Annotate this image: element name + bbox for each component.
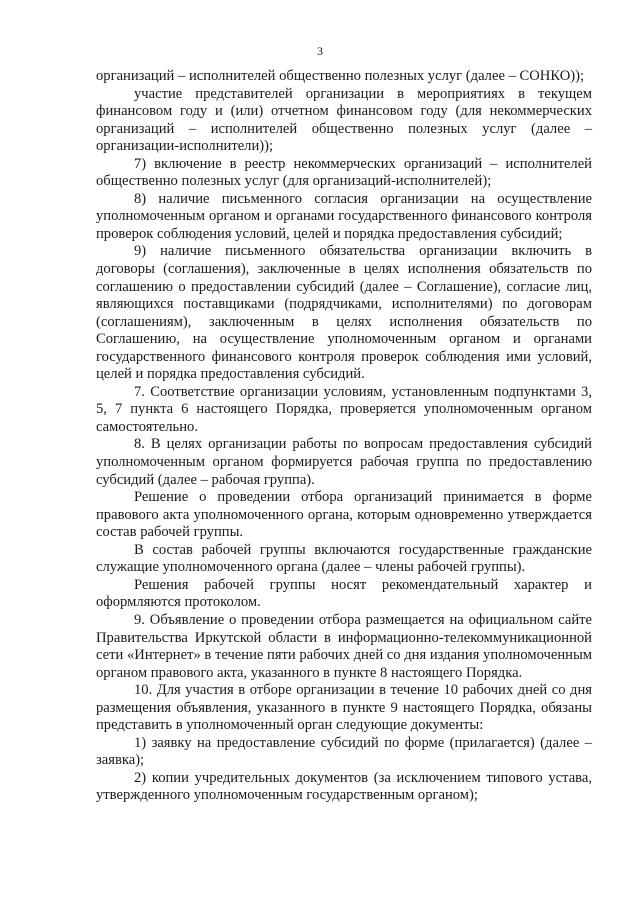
- paragraph-13: 1) заявку на предоставление субсидий по форме (прилагается) (далее – заявка);: [96, 734, 592, 769]
- paragraph-1: организаций – исполнителей общественно полезных услуг (далее – СОНКО));: [96, 68, 585, 84]
- paragraph-7: 8. В целях организации работы по вопросам предоставления субсидий уполномоченным органом формируется рабочая группа по предоставлению субсидий (далее – рабочая группа).: [96, 436, 592, 488]
- paragraph-10: Решения рабочей группы носят рекомендательный характер и оформляются протоколом.: [96, 576, 592, 611]
- paragraph-2: участие представителей организации в мероприятиях в текущем финансовом году и (или) отчетном финансовом году (для некоммерческих организаций – исполнителей общественно полезных услуг (далее – организации-исполнители));: [96, 85, 592, 155]
- paragraph-14: 2) копии учредительных документов (за исключением типового устава, утвержденного уполномоченным государственным органом);: [96, 769, 592, 804]
- paragraph-12: 10. Для участия в отборе организации в течение 10 рабочих дней со дня размещения объявления, указанного в пункте 9 настоящего Порядка, обязаны представить в уполномоченный орган следующие документы:: [96, 682, 592, 734]
- paragraph-8: Решение о проведении отбора организаций принимается в форме правового акта уполномоченного органа, которым одновременно утверждается состав рабочей группы.: [96, 489, 592, 541]
- paragraph-11: 9. Объявление о проведении отбора размещается на официальном сайте Правительства Иркутской области в информационно-телекоммуникационной сети «Интернет» в течение пяти рабочих дней со дня издания уполномоченным органом правового акта, указанного в пункте 8 настоящего Порядка.: [96, 611, 592, 681]
- paragraph-9: В состав рабочей группы включаются государственные гражданские служащие уполномоченного органа (далее – члены рабочей группы).: [96, 541, 592, 576]
- paragraph-4: 8) наличие письменного согласия организации на осуществление уполномоченным органом и органами государственного финансового контроля проверок соблюдения условий, целей и порядка предоставления субсидий;: [96, 190, 592, 242]
- paragraph-6: 7. Соответствие организации условиям, установленным подпунктами 3, 5, 7 пункта 6 настоящего Порядка, проверяется уполномоченным органом самостоятельно.: [96, 383, 592, 435]
- document-body: [96, 68, 592, 805]
- paragraph-3: 7) включение в реестр некоммерческих организаций – исполнителей общественно полезных услуг (для организаций-исполнителей);: [96, 155, 592, 190]
- page-number: 3: [317, 44, 323, 58]
- paragraph-5: 9) наличие письменного обязательства организации включить в договоры (соглашения), заключенные в целях исполнения обязательств по соглашению о предоставлении субсидий (далее – Соглашение), согласие лиц, являющихся поставщиками (подрядчиками, исполнителями) по договорам (соглашениям), заключенным в целях исполнения обязательств по Соглашению, на осуществление уполномоченным органом и органами государственного финансового контроля проверок соблюдения ими условий, целей и порядка предоставления субсидий.: [96, 243, 592, 383]
